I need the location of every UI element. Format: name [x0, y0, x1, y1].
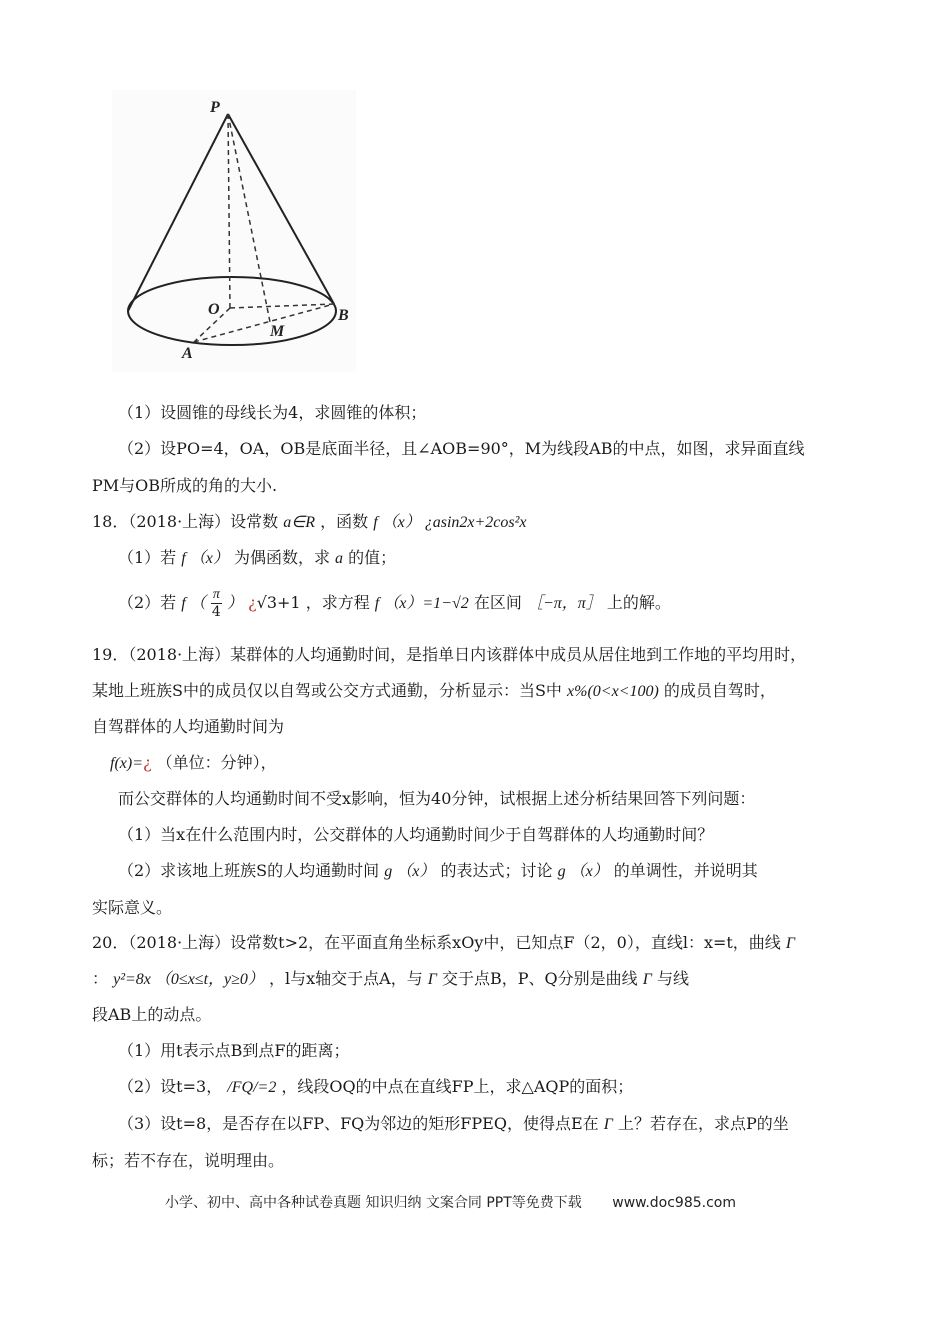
- q18-stem-text: 18．（2018·上海）设常数: [92, 512, 279, 531]
- segment-ob: [230, 304, 334, 308]
- q18-p2-interval: ［−π，π］: [526, 595, 602, 612]
- q20-p2-post: ，线段OQ的中点在直线FP上，求△AQP的面积；: [281, 1077, 634, 1096]
- q19-part2-end: 实际意义。: [92, 898, 173, 917]
- cone-base-ellipse: [128, 277, 336, 345]
- q17-part2-line1: （2）设PO=4，OA，OB是底面半径，且∠AOB=90°，M为线段AB的中点，如图，求异面直线: [118, 439, 805, 458]
- q20-line2: [92, 968, 689, 991]
- q20-p2-pre: （2）设t=3，: [118, 1077, 223, 1096]
- footer-site-link[interactable]: www.doc985.com: [612, 1195, 736, 1211]
- cone-figure: [112, 90, 356, 372]
- q19-l4-red: ¿: [143, 753, 152, 772]
- q19-line5: 而公交群体的人均通勤时间不受x影响，恒为40分钟，试根据上述分析结果回答下列问题：: [118, 789, 756, 808]
- q19-line4: [110, 752, 277, 775]
- q18-p1-post: 的值；: [348, 548, 397, 567]
- q18-part1: [118, 547, 396, 570]
- q18-p2-pre: （2）若: [118, 593, 177, 612]
- q20-gamma-2: Γ: [427, 971, 437, 988]
- q19-p2-post: 的单调性，并说明其: [613, 861, 758, 880]
- q17-part2-line2: PM与OB所成的角的大小.: [92, 476, 278, 495]
- q20-p2-math: /FQ/=2: [227, 1079, 277, 1096]
- q19-l2-math: x%(0<x<100): [567, 683, 659, 700]
- q19-l2-pre: 某地上班族S中的成员仅以自驾或公交方式通勤，分析显示：当S中: [92, 681, 562, 700]
- q20-gamma-3: Γ: [642, 971, 652, 988]
- q18-p1-mid: 为偶函数，求: [233, 548, 330, 567]
- q20-l1-pre: 20．（2018·上海）设常数t>2，在平面直角坐标系xOy中，已知点F（2，0），直线l：x=t，曲线: [92, 933, 781, 952]
- q18-p2-equation: f （x）=1−√2: [374, 595, 469, 612]
- q18-p1-pre: （1）若: [118, 548, 177, 567]
- label-p: P: [210, 99, 220, 116]
- cone-right-edge: [228, 114, 334, 304]
- label-b: B: [338, 307, 349, 324]
- q18-p2-post: 上的解。: [606, 593, 671, 612]
- label-m: M: [270, 323, 285, 340]
- q20-curve-equation: y²=8x （0≤x≤t，y≥0）: [113, 971, 264, 988]
- q18-p2-f: f （: [181, 595, 206, 612]
- q17-part1: （1）设圆锥的母线长为4，求圆锥的体积；: [118, 403, 427, 422]
- q19-p2-g2: g （x）: [557, 863, 609, 880]
- q20-gamma-1: Γ: [785, 935, 796, 952]
- q20-l2-mid2: 交于点B，P、Q分别是曲线: [442, 969, 638, 988]
- frac-num: π: [212, 587, 220, 602]
- q20-l2-pre: ：: [92, 969, 109, 988]
- q20-line1: [92, 932, 795, 955]
- q18-p2-mid: ，求方程: [305, 593, 370, 612]
- page-footer: [165, 1192, 736, 1212]
- q20-part3-end: 标；若不存在，说明理由。: [92, 1151, 285, 1170]
- q20-part1: （1）用t表示点B到点F的距离；: [118, 1041, 350, 1060]
- q20-l2-mid: ，l与x轴交于点A，与: [269, 969, 423, 988]
- q18-part2: [118, 587, 671, 620]
- q19-line1: 19．（2018·上海）某群体的人均通勤时间，是指单日内该群体中成员从居住地到工作地的平均用时，: [92, 645, 807, 664]
- q20-gamma-4: Γ: [603, 1116, 613, 1133]
- pi-over-4-fraction: [211, 587, 222, 620]
- segment-pm: [228, 114, 270, 322]
- frac-den: 4: [211, 604, 221, 620]
- q18-p2-val: ¿: [248, 593, 257, 612]
- q19-p2-pre: （2）求该地上班族S的人均通勤时间: [118, 861, 380, 880]
- q19-p2-mid: 的表达式；讨论: [440, 861, 553, 880]
- q18-p2-mid2: 在区间: [473, 593, 522, 612]
- q18-p1-a: a: [335, 550, 344, 567]
- q18-stem-mid: ，函数: [320, 512, 369, 531]
- q20-l2-post: 与线: [656, 969, 689, 988]
- q19-l2-post: 的成员自驾时，: [663, 681, 776, 700]
- q19-l4-math: f(x)=: [110, 755, 143, 772]
- q20-line3: 段AB上的动点。: [92, 1005, 212, 1024]
- cone-diagram: [112, 90, 356, 372]
- q18-p2-f2: ）: [226, 595, 243, 612]
- q20-p3-pre: （3）设t=8，是否存在以FP、FQ为邻边的矩形FPEQ，使得点E在: [118, 1114, 599, 1133]
- label-a: A: [182, 345, 193, 362]
- q20-p3-post: 上？若存在，求点P的坐: [617, 1114, 789, 1133]
- q18-stem-a: a∈R: [283, 514, 315, 531]
- q20-part3: [118, 1113, 789, 1136]
- q19-line3: 自驾群体的人均通勤时间为: [92, 717, 285, 736]
- q18-p2-val2: √3+1: [256, 593, 301, 612]
- footer-text: 小学、初中、高中各种试卷真题 知识归纳 文案合同 PPT等免费下载: [165, 1195, 582, 1211]
- q20-part2: [118, 1076, 633, 1099]
- q19-line2: [92, 680, 776, 703]
- q18-stem: [92, 511, 527, 534]
- q19-part2: [118, 860, 758, 883]
- q18-function: f （x） ¿asin2x+2cos²x: [373, 514, 527, 531]
- label-o: O: [208, 301, 220, 318]
- q19-part1: （1）当x在什么范围内时，公交群体的人均通勤时间少于自驾群体的人均通勤时间？: [118, 825, 714, 844]
- q19-l4-post: （单位：分钟），: [156, 753, 277, 772]
- q18-p1-f: f （x）: [181, 550, 229, 567]
- q19-p2-g: g （x）: [384, 863, 436, 880]
- height-po: [228, 114, 230, 308]
